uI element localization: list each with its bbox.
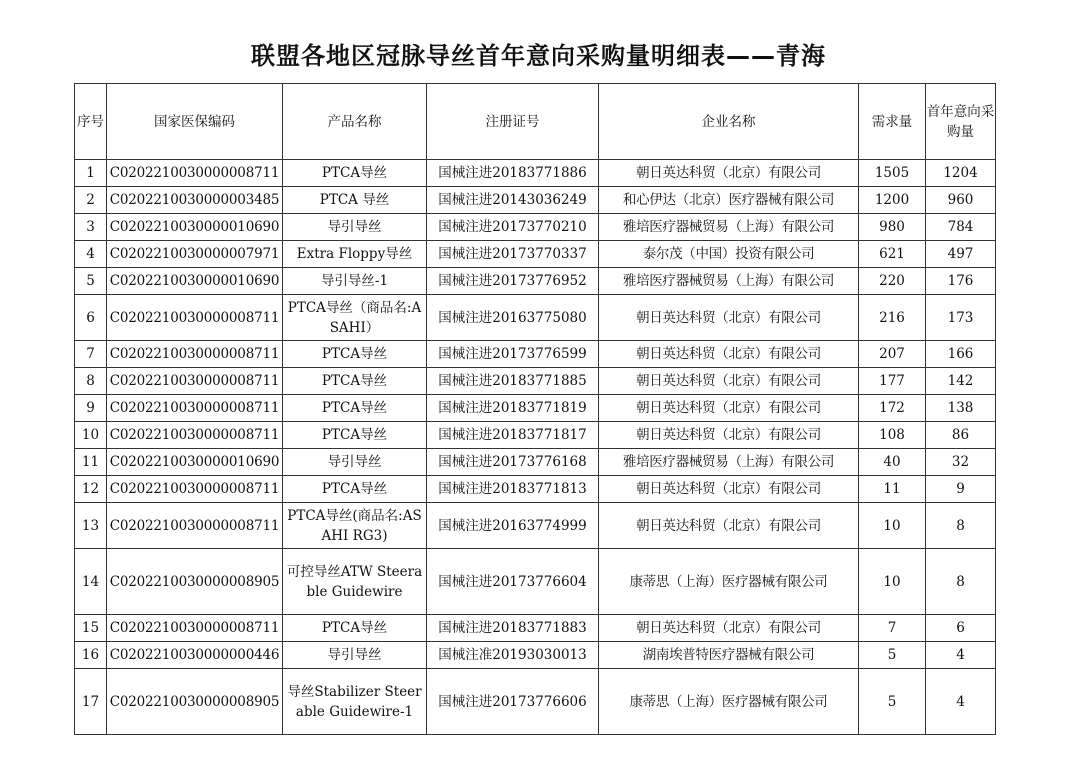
cell-index: 12 bbox=[75, 476, 107, 503]
cell-index: 14 bbox=[75, 549, 107, 615]
cell-registration-no: 国械注进20183771817 bbox=[427, 422, 599, 449]
cell-registration-no: 国械注进20173770337 bbox=[427, 241, 599, 268]
cell-product-name: 可控导丝ATW Steerable Guidewire bbox=[283, 549, 427, 615]
cell-first-year-purchase: 497 bbox=[926, 241, 996, 268]
procurement-table bbox=[74, 83, 996, 735]
cell-index: 7 bbox=[75, 341, 107, 368]
table-body bbox=[75, 160, 996, 735]
cell-company-name: 朝日英达科贸（北京）有限公司 bbox=[599, 476, 859, 503]
cell-demand: 177 bbox=[859, 368, 926, 395]
cell-first-year-purchase: 166 bbox=[926, 341, 996, 368]
table-row bbox=[75, 549, 996, 615]
cell-first-year-purchase: 960 bbox=[926, 187, 996, 214]
cell-first-year-purchase: 8 bbox=[926, 549, 996, 615]
cell-registration-no: 国械注进20173776168 bbox=[427, 449, 599, 476]
table-row bbox=[75, 503, 996, 549]
cell-product-name: PTCA导丝 bbox=[283, 422, 427, 449]
header-index: 序号 bbox=[75, 84, 107, 160]
cell-demand: 7 bbox=[859, 615, 926, 642]
cell-first-year-purchase: 173 bbox=[926, 295, 996, 341]
table-row bbox=[75, 187, 996, 214]
cell-company-name: 朝日英达科贸（北京）有限公司 bbox=[599, 395, 859, 422]
cell-product-name: 导引导丝 bbox=[283, 214, 427, 241]
cell-registration-no: 国械注进20173776599 bbox=[427, 341, 599, 368]
table-row bbox=[75, 449, 996, 476]
cell-demand: 11 bbox=[859, 476, 926, 503]
cell-first-year-purchase: 86 bbox=[926, 422, 996, 449]
cell-index: 17 bbox=[75, 669, 107, 735]
table-row bbox=[75, 669, 996, 735]
header-company-name: 企业名称 bbox=[599, 84, 859, 160]
cell-registration-no: 国械注进20143036249 bbox=[427, 187, 599, 214]
cell-index: 4 bbox=[75, 241, 107, 268]
cell-index: 13 bbox=[75, 503, 107, 549]
cell-registration-no: 国械注进20173776952 bbox=[427, 268, 599, 295]
cell-registration-no: 国械注进20173776604 bbox=[427, 549, 599, 615]
cell-first-year-purchase: 784 bbox=[926, 214, 996, 241]
table-row bbox=[75, 160, 996, 187]
cell-first-year-purchase: 138 bbox=[926, 395, 996, 422]
cell-registration-no: 国械注进20183771885 bbox=[427, 368, 599, 395]
cell-index: 6 bbox=[75, 295, 107, 341]
cell-company-name: 朝日英达科贸（北京）有限公司 bbox=[599, 341, 859, 368]
cell-product-name: 导引导丝-1 bbox=[283, 268, 427, 295]
cell-demand: 5 bbox=[859, 642, 926, 669]
cell-demand: 10 bbox=[859, 549, 926, 615]
cell-first-year-purchase: 9 bbox=[926, 476, 996, 503]
cell-index: 9 bbox=[75, 395, 107, 422]
cell-company-name: 朝日英达科贸（北京）有限公司 bbox=[599, 422, 859, 449]
cell-product-name: PTCA导丝 bbox=[283, 160, 427, 187]
table-row bbox=[75, 422, 996, 449]
cell-company-name: 康蒂思（上海）医疗器械有限公司 bbox=[599, 669, 859, 735]
cell-index: 16 bbox=[75, 642, 107, 669]
cell-insurance-code: C0202210030000000446 bbox=[107, 642, 283, 669]
cell-insurance-code: C0202210030000008711 bbox=[107, 615, 283, 642]
cell-company-name: 朝日英达科贸（北京）有限公司 bbox=[599, 160, 859, 187]
cell-insurance-code: C0202210030000008711 bbox=[107, 422, 283, 449]
cell-demand: 220 bbox=[859, 268, 926, 295]
table-row bbox=[75, 268, 996, 295]
table-row bbox=[75, 642, 996, 669]
cell-first-year-purchase: 4 bbox=[926, 642, 996, 669]
cell-product-name: PTCA导丝 bbox=[283, 476, 427, 503]
cell-demand: 5 bbox=[859, 669, 926, 735]
cell-index: 1 bbox=[75, 160, 107, 187]
cell-demand: 621 bbox=[859, 241, 926, 268]
cell-insurance-code: C0202210030000008711 bbox=[107, 341, 283, 368]
cell-company-name: 朝日英达科贸（北京）有限公司 bbox=[599, 503, 859, 549]
table-row bbox=[75, 368, 996, 395]
cell-demand: 207 bbox=[859, 341, 926, 368]
cell-registration-no: 国械注进20173776606 bbox=[427, 669, 599, 735]
cell-first-year-purchase: 4 bbox=[926, 669, 996, 735]
cell-index: 3 bbox=[75, 214, 107, 241]
cell-first-year-purchase: 176 bbox=[926, 268, 996, 295]
cell-registration-no: 国械注进20183771813 bbox=[427, 476, 599, 503]
cell-company-name: 泰尔茂（中国）投资有限公司 bbox=[599, 241, 859, 268]
table-row bbox=[75, 615, 996, 642]
cell-insurance-code: C0202210030000010690 bbox=[107, 268, 283, 295]
cell-registration-no: 国械注进20183771886 bbox=[427, 160, 599, 187]
cell-demand: 40 bbox=[859, 449, 926, 476]
cell-index: 2 bbox=[75, 187, 107, 214]
cell-insurance-code: C0202210030000008905 bbox=[107, 669, 283, 735]
table-row bbox=[75, 295, 996, 341]
cell-first-year-purchase: 1204 bbox=[926, 160, 996, 187]
cell-index: 11 bbox=[75, 449, 107, 476]
table-row bbox=[75, 341, 996, 368]
cell-insurance-code: C0202210030000008711 bbox=[107, 395, 283, 422]
header-insurance-code: 国家医保编码 bbox=[107, 84, 283, 160]
cell-demand: 216 bbox=[859, 295, 926, 341]
cell-product-name: 导引导丝 bbox=[283, 642, 427, 669]
cell-first-year-purchase: 32 bbox=[926, 449, 996, 476]
table-row bbox=[75, 476, 996, 503]
table-header-row bbox=[75, 84, 996, 160]
cell-insurance-code: C0202210030000008711 bbox=[107, 476, 283, 503]
cell-company-name: 雅培医疗器械贸易（上海）有限公司 bbox=[599, 268, 859, 295]
cell-insurance-code: C0202210030000010690 bbox=[107, 214, 283, 241]
cell-demand: 1505 bbox=[859, 160, 926, 187]
cell-insurance-code: C0202210030000003485 bbox=[107, 187, 283, 214]
cell-product-name: PTCA导丝（商品名:ASAHI） bbox=[283, 295, 427, 341]
cell-insurance-code: C0202210030000008905 bbox=[107, 549, 283, 615]
cell-demand: 172 bbox=[859, 395, 926, 422]
cell-registration-no: 国械注进20173770210 bbox=[427, 214, 599, 241]
cell-registration-no: 国械注进20183771819 bbox=[427, 395, 599, 422]
cell-registration-no: 国械注进20163775080 bbox=[427, 295, 599, 341]
cell-demand: 1200 bbox=[859, 187, 926, 214]
cell-product-name: PTCA导丝 bbox=[283, 368, 427, 395]
cell-first-year-purchase: 8 bbox=[926, 503, 996, 549]
cell-company-name: 雅培医疗器械贸易（上海）有限公司 bbox=[599, 449, 859, 476]
cell-company-name: 雅培医疗器械贸易（上海）有限公司 bbox=[599, 214, 859, 241]
cell-company-name: 朝日英达科贸（北京）有限公司 bbox=[599, 368, 859, 395]
cell-insurance-code: C0202210030000008711 bbox=[107, 503, 283, 549]
cell-product-name: Extra Floppy导丝 bbox=[283, 241, 427, 268]
cell-product-name: PTCA导丝(商品名:ASAHI RG3) bbox=[283, 503, 427, 549]
table-row bbox=[75, 395, 996, 422]
cell-index: 5 bbox=[75, 268, 107, 295]
cell-insurance-code: C0202210030000008711 bbox=[107, 160, 283, 187]
cell-first-year-purchase: 6 bbox=[926, 615, 996, 642]
cell-insurance-code: C0202210030000008711 bbox=[107, 295, 283, 341]
cell-insurance-code: C0202210030000007971 bbox=[107, 241, 283, 268]
cell-first-year-purchase: 142 bbox=[926, 368, 996, 395]
cell-product-name: PTCA 导丝 bbox=[283, 187, 427, 214]
cell-demand: 10 bbox=[859, 503, 926, 549]
cell-company-name: 康蒂思（上海）医疗器械有限公司 bbox=[599, 549, 859, 615]
cell-index: 15 bbox=[75, 615, 107, 642]
page-title: 联盟各地区冠脉导丝首年意向采购量明细表——青海 bbox=[251, 42, 826, 70]
header-first-year-purchase: 首年意向采购量 bbox=[926, 84, 996, 160]
cell-registration-no: 国械注进20183771883 bbox=[427, 615, 599, 642]
cell-registration-no: 国械注进20163774999 bbox=[427, 503, 599, 549]
cell-insurance-code: C0202210030000010690 bbox=[107, 449, 283, 476]
cell-company-name: 朝日英达科贸（北京）有限公司 bbox=[599, 295, 859, 341]
cell-company-name: 朝日英达科贸（北京）有限公司 bbox=[599, 615, 859, 642]
cell-product-name: PTCA导丝 bbox=[283, 615, 427, 642]
header-demand: 需求量 bbox=[859, 84, 926, 160]
cell-product-name: PTCA导丝 bbox=[283, 341, 427, 368]
cell-product-name: 导丝Stabilizer Steerable Guidewire-1 bbox=[283, 669, 427, 735]
cell-index: 8 bbox=[75, 368, 107, 395]
cell-insurance-code: C0202210030000008711 bbox=[107, 368, 283, 395]
table-row bbox=[75, 241, 996, 268]
cell-company-name: 湖南埃普特医疗器械有限公司 bbox=[599, 642, 859, 669]
cell-product-name: PTCA导丝 bbox=[283, 395, 427, 422]
cell-demand: 980 bbox=[859, 214, 926, 241]
cell-company-name: 和心伊达（北京）医疗器械有限公司 bbox=[599, 187, 859, 214]
cell-product-name: 导引导丝 bbox=[283, 449, 427, 476]
cell-index: 10 bbox=[75, 422, 107, 449]
cell-registration-no: 国械注准20193030013 bbox=[427, 642, 599, 669]
cell-demand: 108 bbox=[859, 422, 926, 449]
header-product-name: 产品名称 bbox=[283, 84, 427, 160]
table-row bbox=[75, 214, 996, 241]
header-registration-no: 注册证号 bbox=[427, 84, 599, 160]
